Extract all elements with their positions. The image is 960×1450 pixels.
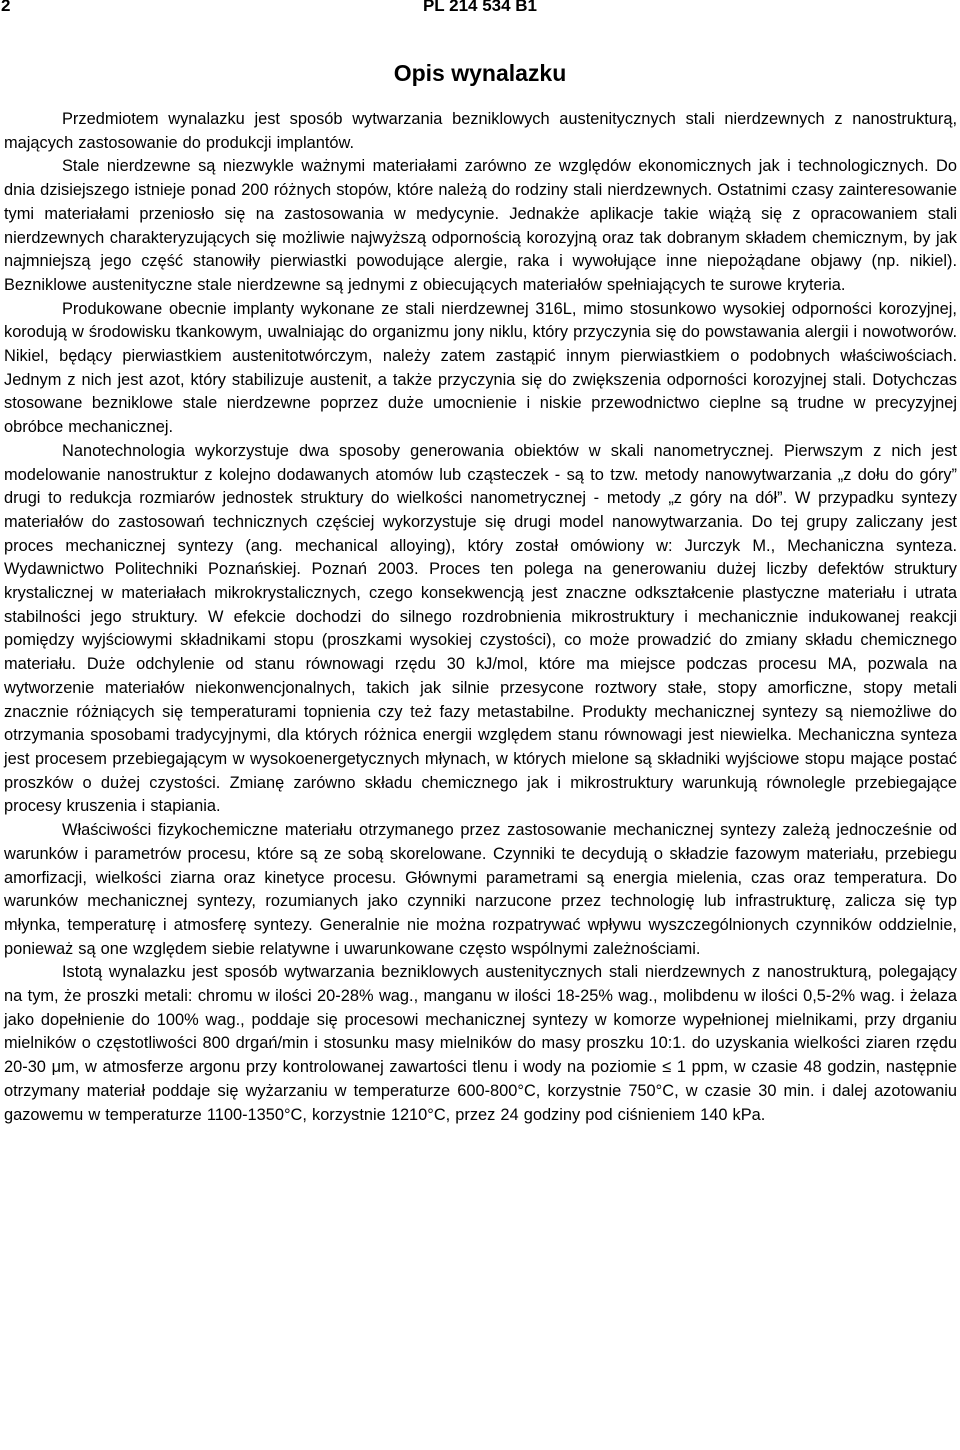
page-number: 2 (1, 0, 11, 15)
document-body (4, 108, 957, 1127)
paragraph: Istotą wynalazku jest sposób wytwarzania bezniklowych austenitycznych stali nierdzewnych z nanostrukturą, polegający na tym, że proszki metali: chromu w ilości 20-28% wag., manganu w ilości 18-25% wag., molibdenu w ilości 0,5-2% wag. i żelaza jako dopełnienie do 100% wag., poddaje się procesowi mechanicznej syntezy w komorze wypełnionej mielnikami, przy drganiu mielników o częstotliwości 800 drgań/min i stosunku masy mielników do masy proszku 10:1. do uzyskania wielkości ziaren rzędu 20-30 μm, w atmosferze argonu przy kontrolowanej zawartości tlenu i wody na poziomie ≤ 1 ppm, w czasie 48 godzin, następnie otrzymany materiał poddaje się wyżarzaniu w temperaturze 600-800°C, korzystnie 750°C, w czasie 30 min. i dalej azotowaniu gazowemu w temperaturze 1100-1350°C, korzystnie 1210°C, przez 24 godziny pod ciśnieniem 140 kPa. (4, 963, 957, 1124)
section-title: Opis wynalazku (393, 60, 567, 86)
page-header (0, 0, 960, 22)
paragraph: Nanotechnologia wykorzystuje dwa sposoby generowania obiektów w skali nanometrycznej. Pierwszym z nich jest modelowanie nanostruktur z kolejno dodawanych atomów lub cząsteczek - są to tzw. metody nanowytwarzania „z dołu do góry” drugi to redukcja rozmiarów jednostek struktury do wielkości nanometrycznej - metody „z góry na dół”. W przypadku syntezy materiałów do zastosowań technicznych częściej wykorzystuje się drugi model nanowytwarzania. Do tej grupy zaliczany jest proces mechanicznej syntezy (ang. mechanical alloying), który został omówiony w: Jurczyk M., Mechaniczna synteza. Wydawnictwo Politechniki Poznańskiej. Poznań 2003. Proces ten polega na generowaniu dużej liczby defektów struktury krystalicznej w materiałach mikrokrystalicznych, czego konsekwencją jest znaczne odkształcenie plastyczne materiału i utrata stabilności jego struktury. W efekcie dochodzi do silnego rozdrobnienia mikrostruktury i mechanicznie indukowanej reakcji pomiędzy wyjściowymi składnikami stopu (proszkami wysokiej czystości), co może prowadzić do zmiany składu chemicznego materiału. Duże odchylenie od stanu równowagi rzędu 30 kJ/mol, które ma miejsce podczas procesu MA, pozwala na wytworzenie materiałów niekonwencjonalnych, takich jak silnie przesycone roztwory stałe, stopy amorficzne, stopy metali znacznie różniących się temperaturami topnienia czy też fazy metastabilne. Produkty mechanicznej syntezy są niemożliwe do otrzymania sposobami tradycyjnymi, dla których różnica energii względem stanu równowagi jest niewielka. Mechaniczna synteza jest procesem przebiegającym w wysokoenergetycznych młynach, w których mielone są składniki wyjściowe stopu mające postać proszków o dużej czystości. Zmianę zarówno składu chemicznego jak i mikrostruktury warunkują równolegle przebiegające procesy kruszenia i stapiania. (4, 441, 957, 816)
paragraph: Przedmiotem wynalazku jest sposób wytwarzania bezniklowych austenitycznych stali nierdzewnych z nanostrukturą, mających zastosowanie do produkcji implantów. (4, 110, 957, 152)
patent-number: PL 214 534 B1 (422, 0, 538, 15)
paragraph: Właściwości fizykochemiczne materiału otrzymanego przez zastosowanie mechanicznej syntezy zależą jednocześnie od warunków i parametrów procesu, które są ze sobą skorelowane. Czynniki te decydują o składzie fazowym materiału, przebiegu amorfizacji, wielkości ziarna oraz kinetyce procesu. Głównymi parametrami są energia mielenia, czas oraz temperatura. Do warunków mechanicznej syntezy, rozumianych jako czynniki narzucone przez technologię lub infrastrukturę, zalicza się typ młynka, temperaturę i atmosferę syntezy. Generalnie nie można rozpatrywać wpływu wyszczególnionych czynników oddzielnie, ponieważ są one względem siebie relatywne i uwarunkowane często wspólnymi zależnościami. (4, 821, 957, 958)
paragraph: Stale nierdzewne są niezwykle ważnymi materiałami zarówno ze względów ekonomicznych jak i technologicznych. Do dnia dzisiejszego istnieje ponad 200 różnych stopów, które należą do rodziny stali nierdzewnych. Ostatnimi czasy zainteresowanie tymi materiałami przeniosło się na zastosowania w medycynie. Jednakże aplikacje takie wiążą się z opracowaniem stali nierdzewnych charakteryzujących się możliwie najwyższą odpornością korozyjną oraz tak dobranym składem chemicznym, by jak najmniejszą jego część stanowiły pierwiastki powodujące alergie, raka i wywołujące inne niepożądane objawy (np. nikiel). Bezniklowe austenityczne stale nierdzewne są jednymi z obiecujących materiałów spełniających te surowe kryteria. (4, 157, 957, 294)
paragraph: Produkowane obecnie implanty wykonane ze stali nierdzewnej 316L, mimo stosunkowo wysokiej odporności korozyjnej, korodują w środowisku tkankowym, uwalniając do organizmu jony niklu, który przyczynia się do powstawania alergii i nowotworów. Nikiel, będący pierwiastkiem austenitotwórczym, należy zatem zastąpić innym pierwiastkiem o podobnych właściwościach. Jednym z nich jest azot, który stabilizuje austenit, a także przyczynia się do zwiększenia odporności korozyjnej stali. Dotychczas stosowane bezniklowe stale nierdzewne poprzez duże umocnienie i niskie przewodnictwo cieplne są trudne w precyzyjnej obróbce mechanicznej. (4, 299, 957, 437)
